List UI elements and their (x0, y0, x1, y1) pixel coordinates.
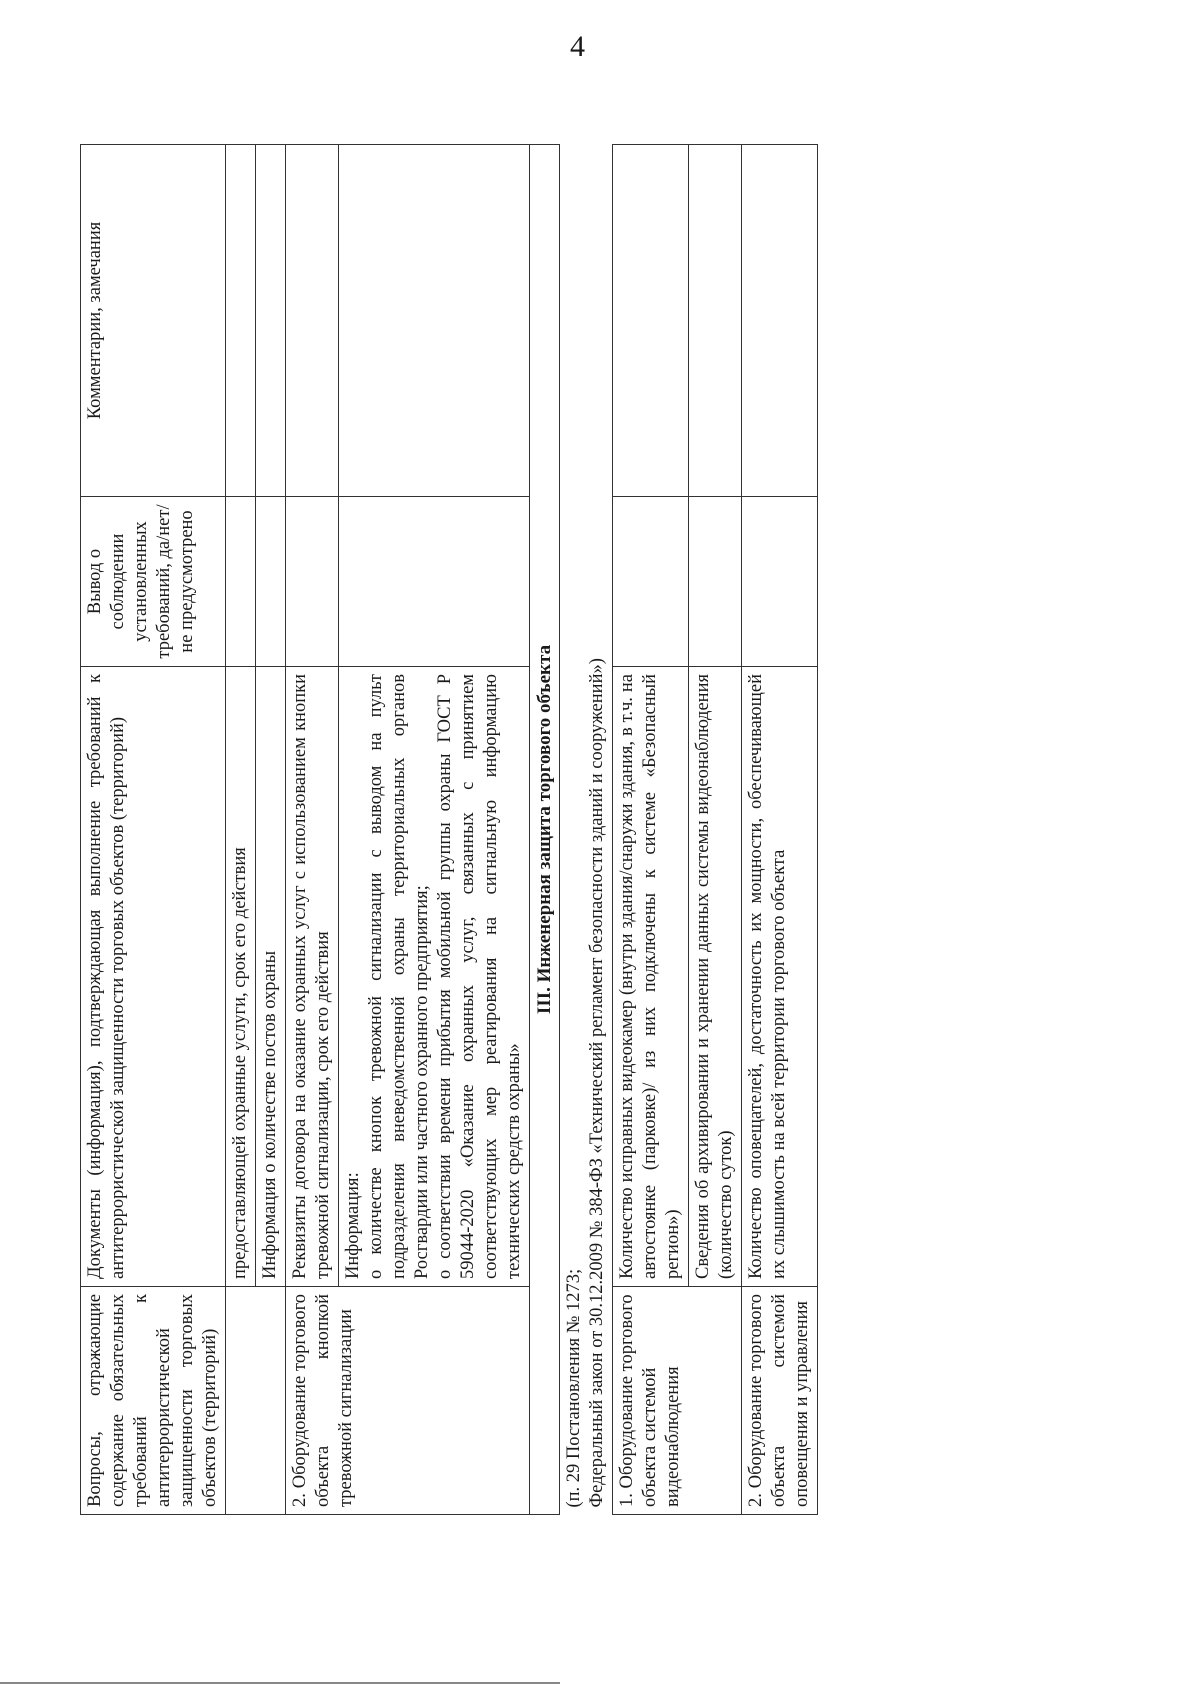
header-conclusion: Вывод о соблюдении установленных требований, да/нет/не предусмотрено (81, 497, 226, 667)
document-cell: предоставляющей охранные услуги, срок его действия (226, 667, 256, 1287)
conclusion-cell (613, 497, 689, 667)
table-row (613, 145, 689, 1515)
rotated-table-area (80, 145, 1040, 1515)
document-cell: Реквизиты договора на оказание охранных услуг с использованием кнопки тревожной сигнализации, срок его действия (286, 667, 339, 1287)
question-cell-empty (226, 1287, 286, 1515)
conclusion-cell (226, 497, 256, 667)
comment-cell (742, 145, 818, 497)
comment-cell (689, 145, 742, 497)
question-notify: 2. Оборудование торгового объекта системой оповещения и управления (742, 1287, 818, 1515)
header-documents: Документы (информация), подтверждающая выполнение требований к антитеррористической защищенности торговых объектов (территорий) (81, 667, 226, 1287)
document-cell-alarm-info (339, 667, 530, 1287)
section-basis-row (560, 145, 613, 1515)
question-alarm-button: 2. Оборудование торгового объекта кнопкой тревожной сигнализации (286, 1287, 530, 1515)
table-row (742, 145, 818, 1515)
comment-cell (286, 145, 339, 497)
document-cell: Количество оповещателей, достаточность их мощности, обеспечивающей их слышимость на всей территории торгового объекта (742, 667, 818, 1287)
info-paragraph: о соответствии времени прибытия мобильной группы охраны ГОСТ Р 59044-2020 «Оказание охранных услуг, связанных с принятием соответствующих мер реагирования на сигнальную информацию технических средств охраны» (435, 674, 524, 1279)
table-row (226, 145, 256, 1515)
document-cell: Сведения об архивировании и хранении данных системы видеонаблюдения (количество суток) (689, 667, 742, 1287)
comment-cell (339, 145, 530, 497)
document-cell: Информация о количестве постов охраны (256, 667, 286, 1287)
info-title: Информация: (343, 1172, 363, 1279)
header-comments: Комментарии, замечания (81, 145, 226, 497)
requirements-table (80, 144, 818, 1515)
section-title-row (530, 145, 560, 1515)
conclusion-cell (742, 497, 818, 667)
table-header-row (81, 145, 226, 1515)
document-cell: Количество исправных видеокамер (внутри здания/снаружи здания, в т.ч. на автостоянке (парковке)/ из них подключены к системе «Безопасный регион») (613, 667, 689, 1287)
conclusion-cell (256, 497, 286, 667)
conclusion-cell (286, 497, 339, 667)
comment-cell (256, 145, 286, 497)
comment-cell (613, 145, 689, 497)
section-basis (560, 145, 613, 1515)
basis-line: (п. 29 Постановления № 1273; (564, 1268, 584, 1508)
table-row (286, 145, 339, 1515)
conclusion-cell (689, 497, 742, 667)
info-paragraph: о количестве кнопок тревожной сигнализации с выводом на пульт подразделения вневедомственной охраны территориальных органов Росгвардии или частного охранного предприятия; (366, 674, 432, 1279)
question-video: 1. Оборудование торгового объекта системой видеонаблюдения (613, 1287, 742, 1515)
scan-artifact-line (0, 1682, 560, 1684)
header-questions: Вопросы, отражающие содержание обязательных требований к антитеррористической защищенности торговых объектов (территорий) (81, 1287, 226, 1515)
section-title: III. Инженерная защита торгового объекта (530, 145, 560, 1515)
comment-cell (226, 145, 256, 497)
conclusion-cell (339, 497, 530, 667)
law-line: Федеральный закон от 30.12.2009 № 384-ФЗ «Технический регламент безопасности зданий и сооружений») (587, 658, 607, 1508)
page-number: 4 (570, 30, 585, 63)
